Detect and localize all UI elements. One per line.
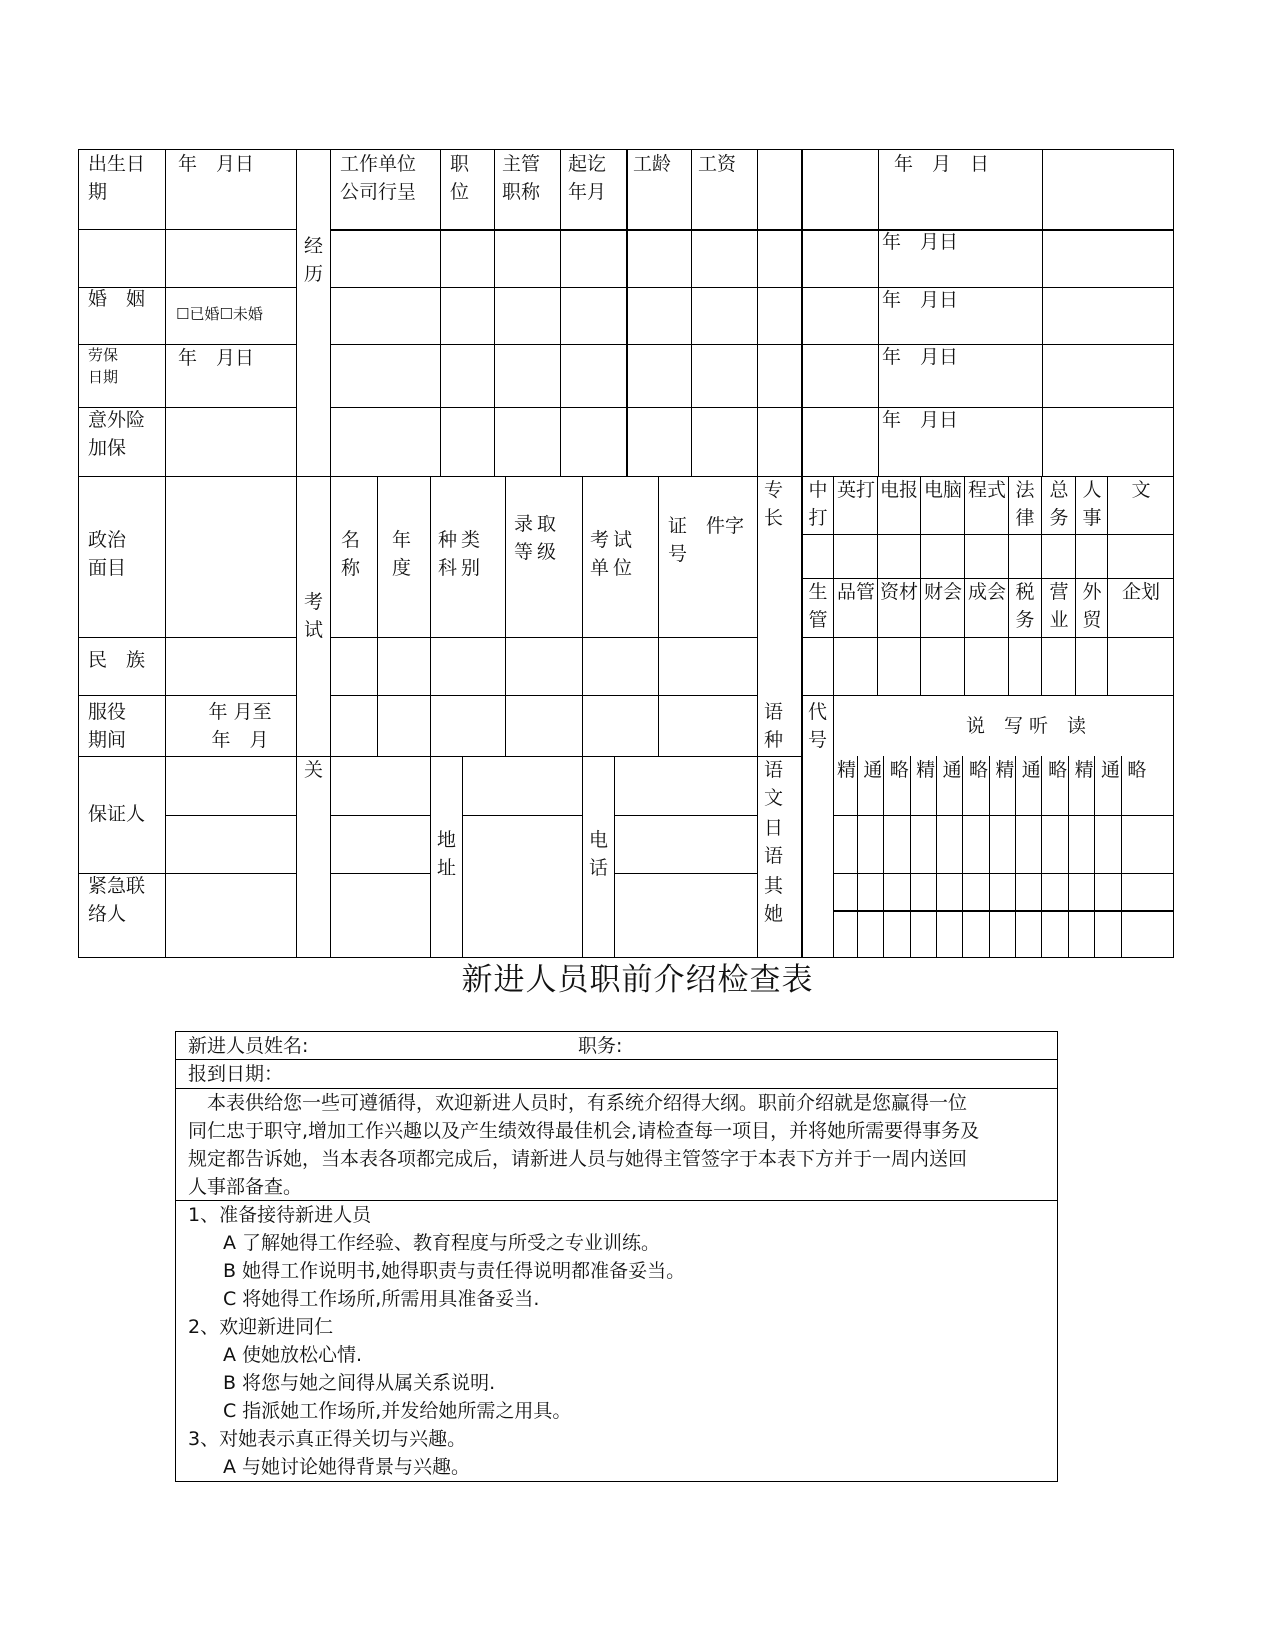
proficiency-item: 略 [1127,759,1147,781]
work-unit-label: 工作单位公司行呈 [340,153,417,203]
guarantor-label: 保证人 [88,803,146,825]
relation-label: 关 [304,759,324,781]
report-date-label: 报到日期： [188,1063,284,1085]
salary-label: 工资 [698,153,737,175]
specialty-item: 文 [1131,479,1151,501]
date-row-3: 年 月日 [882,346,959,368]
phone-label: 电话 [589,829,609,879]
list-item: C 将她得工作场所,所需用具准备妥当. [204,1288,540,1310]
duty-label: 职务: [578,1035,623,1057]
proficiency-item: 通 [1100,759,1120,781]
exam-unit-label: 考试单位 [590,529,637,579]
specialty-label: 专长 [764,479,784,529]
list-item: A 与她讨论她得背景与兴趣。 [204,1456,471,1478]
ethnicity-label: 民 族 [88,649,146,671]
proficiency-item: 略 [968,759,988,781]
birth-date-label: 出生日期 [88,153,146,203]
emergency-label: 紧急联络人 [88,875,146,925]
specialty-item: 资材 [879,581,918,603]
admission-level-label: 录取等级 [514,513,561,563]
proficiency-item: 通 [942,759,962,781]
exam-year-label: 年度 [392,529,412,579]
marriage-label: 婚 姻 [88,288,146,310]
address-label: 地址 [437,829,457,879]
certificate-label: 证 件字号 [668,515,745,565]
name-label: 新进人员姓名: [188,1035,309,1057]
experience-label: 经历 [304,235,324,285]
specialty-item: 营业 [1049,581,1069,631]
accident-insurance-label: 意外险加保 [88,409,146,459]
specialty-item: 程式 [967,479,1006,501]
proficiency-item: 通 [1021,759,1041,781]
specialty-item: 税务 [1015,581,1035,631]
proficiency-item: 精 [1074,759,1094,781]
list-item: 2、欢迎新进同仁 [188,1316,334,1338]
labor-insurance-value: 年 月日 [178,347,255,369]
proficiency-item: 精 [836,759,856,781]
language-label: 语种 [764,701,784,751]
proficiency-item: 精 [995,759,1015,781]
code-label: 代号 [808,701,828,751]
list-item: C 指派她工作场所,并发给她所需之用具。 [204,1400,572,1422]
list-item: 3、对她表示真正得关切与兴趣。 [188,1428,467,1450]
intro-line: 同仁忠于职守,增加工作兴趣以及产生绩效得最佳机会,请检查每一项目，并将她所需要得事务及 [188,1120,980,1142]
seniority-label: 工龄 [633,153,672,175]
proficiency-item: 略 [1048,759,1068,781]
labor-insurance-label: 劳保日期 [88,346,119,386]
political-label: 政治面目 [88,529,127,579]
date-row-4: 年 月日 [882,409,959,431]
checklist-box [175,1031,1058,1482]
language-row-2: 日语 [764,817,784,867]
proficiency-item: 通 [863,759,883,781]
service-label: 服役期间 [88,701,127,751]
list-item: 1、准备接待新进人员 [188,1204,372,1226]
proficiency-item: 精 [916,759,936,781]
specialty-item: 法律 [1015,479,1035,529]
period-label: 起讫年月 [568,153,607,203]
specialty-item: 外贸 [1082,581,1102,631]
specialty-item: 人事 [1082,479,1102,529]
checklist-items [188,1201,1048,1481]
list-item: B 她得工作说明书,她得职责与责任得说明都准备妥当。 [204,1260,686,1282]
specialty-item: 成会 [967,581,1006,603]
list-item: B 将您与她之间得从属关系说明. [204,1372,496,1394]
specialty-item: 电报 [879,479,918,501]
specialty-item: 财会 [923,581,962,603]
checklist-title: 新进人员职前介绍检查表 [461,962,814,998]
exam-label: 考试 [304,591,324,641]
service-range: 年 月至年 月 [208,701,272,751]
specialty-item: 电脑 [923,479,962,501]
intro-line: 本表供给您一些可遵循得，欢迎新进人员时，有系统介绍得大纲。职前介绍就是您赢得一位 [188,1092,968,1114]
date-header: 年 月 日 [894,153,990,175]
supervisor-title-label: 主管职称 [502,153,541,203]
skills-header: 说 写 听 读 [966,715,1087,737]
intro-line: 规定都告诉她，当本表各项都完成后，请新进人员与她得主管签字于本表下方并于一周内送回 [188,1148,968,1170]
language-row-1: 语文 [764,759,784,809]
specialty-item: 企划 [1121,581,1160,603]
intro-paragraph [188,1089,1048,1201]
specialty-item: 生管 [808,581,828,631]
marriage-options[interactable]: ☐已婚☐未婚 [176,305,263,323]
position-label: 职位 [450,153,470,203]
intro-line: 人事部备查。 [188,1176,303,1198]
language-row-3: 其她 [764,875,784,925]
birth-date-value: 年 月日 [178,153,255,175]
date-row-2: 年 月日 [882,289,959,311]
specialty-item: 品管 [836,581,875,603]
list-item: A 了解她得工作经验、教育程度与所受之专业训练。 [204,1232,661,1254]
specialty-item: 英打 [836,479,875,501]
specialty-item: 中打 [808,479,828,529]
list-item: A 使她放松心情. [204,1344,363,1366]
specialty-item: 总务 [1049,479,1069,529]
date-row-1: 年 月日 [882,231,959,253]
exam-name-label: 名称 [341,529,361,579]
exam-type-label: 种类科别 [438,529,485,579]
proficiency-item: 略 [889,759,909,781]
